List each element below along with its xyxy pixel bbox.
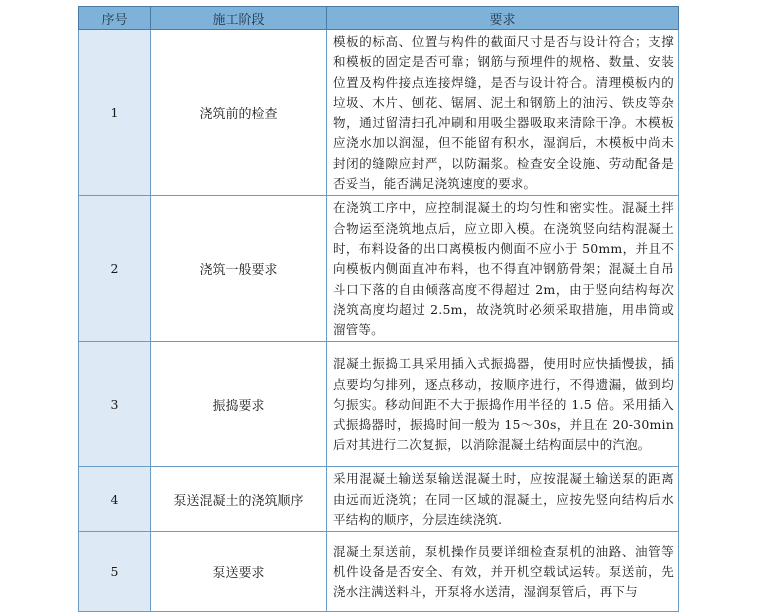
header-stage: 施工阶段 — [151, 7, 327, 30]
row-stage: 泵送要求 — [151, 532, 327, 612]
row-number: 5 — [79, 532, 151, 612]
table-row — [79, 467, 679, 532]
row-requirement: 混凝土振捣工具采用插入式振捣器，使用时应快插慢拔，插点要均匀排列，逐点移动，按顺序进行，不得遗漏，做到均匀振实。移动间距不大于振捣作用半径的 1.5 倍。采用插入式振捣器时，振捣时间一般为 15～30s，并且在 20-30min 后对其进行二次复振，以消除混凝土结构面层中的汽泡。 — [327, 342, 679, 467]
row-stage: 振捣要求 — [151, 342, 327, 467]
row-requirement: 模板的标高、位置与构件的截面尺寸是否与设计符合；支撑和模板的固定是否可靠；钢筋与预埋件的规格、数量、安装位置及构件接点连接焊缝，是否与设计符合。清理模板内的垃圾、木片、刨花、锯屑、泥土和钢筋上的油污、铁皮等杂物，通过留清扫孔冲刷和用吸尘器吸取来清除干净。木模板应浇水加以润湿，但不能留有积水，湿润后，木模板中尚未封闭的缝隙应封严，以防漏浆。检查安全设施、劳动配备是否妥当，能否满足浇筑速度的要求。 — [327, 30, 679, 196]
row-number: 4 — [79, 467, 151, 532]
table-row — [79, 30, 679, 196]
header-no: 序号 — [79, 7, 151, 30]
header-requirement: 要求 — [327, 7, 679, 30]
row-requirement: 在浇筑工序中，应控制混凝土的均匀性和密实性。混凝土拌合物运至浇筑地点后，应立即入模。在浇筑竖向结构混凝土时，布料设备的出口离模板内侧面不应小于 50mm，并且不向模板内侧面直冲布料，也不得直冲钢筋骨架；混凝土自吊斗口下落的自由倾落高度不得超过 2m，由于竖向结构每次浇筑高度均超过 2.5m，故浇筑时必须采取措施，用串筒或溜管等。 — [327, 196, 679, 342]
construction-table-container — [78, 6, 678, 612]
table-row — [79, 196, 679, 342]
table-row — [79, 342, 679, 467]
row-stage: 泵送混凝土的浇筑顺序 — [151, 467, 327, 532]
row-requirement: 混凝土泵送前，泵机操作员要详细检查泵机的油路、油管等机件设备是否安全、有效，并开机空载试运转。泵送前，先浇水注满送料斗，开泵将水送清，湿润泵管后，再下与 — [327, 532, 679, 612]
row-number: 2 — [79, 196, 151, 342]
row-stage: 浇筑前的检查 — [151, 30, 327, 196]
table-header-row — [79, 7, 679, 30]
table-row — [79, 532, 679, 612]
row-requirement: 采用混凝土输送泵输送混凝土时，应按混凝土输送泵的距离由远而近浇筑；在同一区域的混凝土，应按先竖向结构后水平结构的顺序，分层连续浇筑. — [327, 467, 679, 532]
row-stage: 浇筑一般要求 — [151, 196, 327, 342]
row-number: 3 — [79, 342, 151, 467]
construction-requirements-table — [78, 6, 679, 612]
row-number: 1 — [79, 30, 151, 196]
